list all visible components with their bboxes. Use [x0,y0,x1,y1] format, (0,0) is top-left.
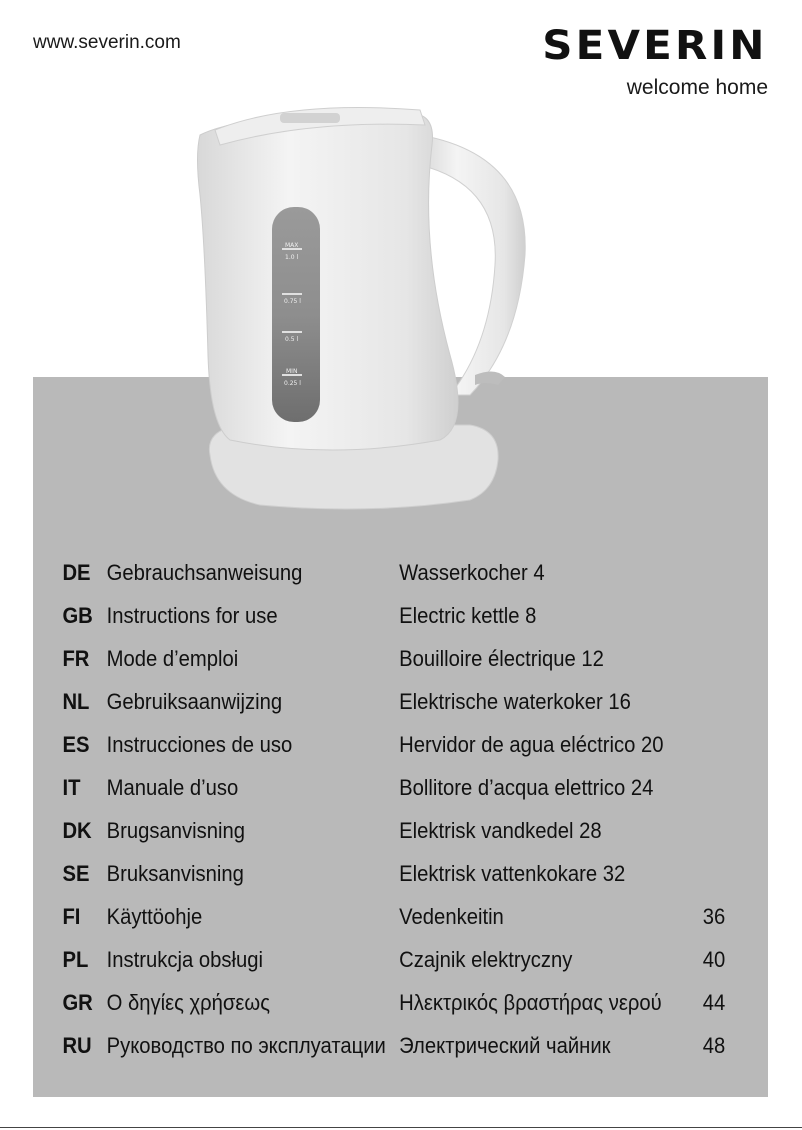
lang-code: PL [62,947,89,972]
window-label-max: MAX [285,242,299,249]
lang-code: FR [62,646,90,671]
kettle-body [198,114,459,450]
product-name: Hervidor de agua eléctrico 20 [399,732,664,757]
lang-code: SE [62,861,90,886]
toc-row-fi [33,892,726,935]
manual-title: Manuale d’uso [106,775,239,800]
lang-code: DE [62,560,91,585]
toc-row-se [33,849,709,892]
brand-tagline: welcome home [626,76,768,99]
manual-title: Gebrauchsanweisung [106,560,303,585]
toc-row-gr [33,978,726,1021]
page-number: 36 [702,904,726,929]
window-label-min: MIN [286,368,298,375]
toc-row-es [33,720,709,763]
brand-logo: SEVERIN [542,23,768,69]
product-name: Electric kettle 8 [399,603,537,628]
product-name: Bouilloire électrique 12 [399,646,604,671]
lang-code: RU [62,1033,92,1058]
language-index [33,548,768,1064]
product-name: Ηλεκτρικός βραστήρας νερού [399,990,662,1015]
website-url: www.severin.com [33,32,181,53]
lang-code: GR [62,990,93,1015]
toc-row-ru [33,1021,726,1064]
manual-title: Käyttöohje [106,904,203,929]
window-label-1l: 1.0 l [285,254,299,261]
lang-code: ES [62,732,90,757]
manual-title: Bruksanvisning [106,861,244,886]
manual-title: Ο δηγίες χρήσεως [106,990,270,1015]
product-name: Vedenkeitin [399,904,504,929]
page-number: 48 [702,1033,726,1058]
manual-title: Руководство по эксплуатации [106,1033,386,1058]
product-name: Elektrisk vattenkokare 32 [399,861,626,886]
lang-code: GB [62,603,93,628]
lang-code: IT [62,775,81,800]
window-label-075l: 0.75 l [284,298,301,305]
product-name: Elektrisk vandkedel 28 [399,818,602,843]
manual-title: Brugsanvisning [106,818,246,843]
manual-title: Instrukcja obsługi [106,947,263,972]
product-name: Электрический чайник [399,1033,611,1058]
lang-code: NL [62,689,90,714]
kettle-switch [475,371,505,385]
window-label-05l: 0.5 l [285,336,299,343]
toc-row-nl [33,677,709,720]
toc-row-pl [33,935,726,978]
product-name: Bollitore d’acqua elettrico 24 [399,775,654,800]
product-name: Elektrische waterkoker 16 [399,689,631,714]
manual-title: Instrucciones de uso [106,732,293,757]
toc-row-fr [33,634,709,677]
toc-row-dk [33,806,709,849]
window-label-025l: 0.25 l [284,380,301,387]
manual-title: Mode d’emploi [106,646,239,671]
manual-title: Gebruiksaanwijzing [106,689,283,714]
toc-row-de [33,548,709,591]
manual-title: Instructions for use [106,603,278,628]
bottom-rule [0,1127,802,1128]
kettle-illustration [170,95,550,525]
product-name: Wasserkocher 4 [399,560,545,585]
product-name: Czajnik elektryczny [399,947,573,972]
page-number: 40 [702,947,726,972]
toc-row-gb [33,591,709,634]
toc-row-it [33,763,709,806]
lang-code: DK [62,818,92,843]
water-level-window [272,207,320,422]
page-number: 44 [702,990,726,1015]
lang-code: FI [62,904,81,929]
